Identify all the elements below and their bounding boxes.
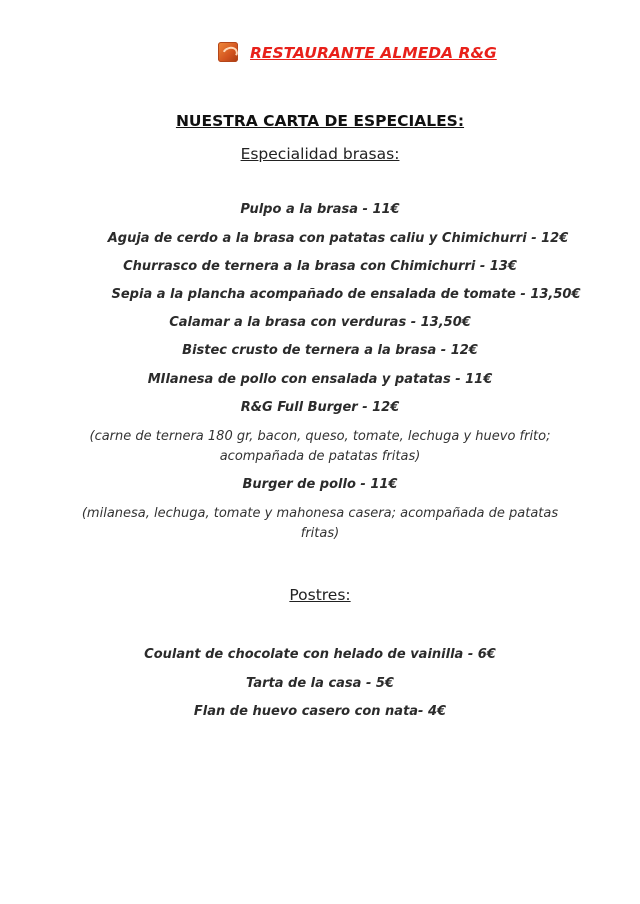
menu-item: Sepia a la plancha acompañado de ensalada de tomate - 13,50€: [111, 287, 581, 302]
restaurant-logo-icon: [218, 42, 238, 62]
item-description: (carne de ternera 180 gr, bacon, queso, tomate, lechuga y huevo frito;: [89, 429, 551, 444]
menu-item: Aguja de cerdo a la brasa con patatas caliu y Chimichurri - 12€: [107, 231, 569, 246]
menu-item: Coulant de chocolate con helado de vainilla - 6€: [144, 647, 496, 662]
restaurant-name: RESTAURANTE ALMEDA R&G: [250, 44, 497, 62]
menu-item: Burger de pollo - 11€: [242, 477, 398, 492]
menu-item: Churrasco de ternera a la brasa con Chimichurri - 13€: [123, 259, 517, 274]
menu-item: R&G Full Burger - 12€: [240, 400, 400, 415]
menu-title: NUESTRA CARTA DE ESPECIALES:: [175, 112, 465, 130]
menu-item: Calamar a la brasa con verduras - 13,50€: [169, 315, 471, 330]
menu-item: Flan de huevo casero con nata- 4€: [193, 704, 447, 719]
menu-item: Tarta de la casa - 5€: [246, 676, 394, 691]
item-description: acompañada de patatas fritas): [219, 449, 421, 464]
menu-item: MIlanesa de pollo con ensalada y patatas - 11€: [147, 372, 493, 387]
menu-item: Pulpo a la brasa - 11€: [240, 202, 400, 217]
section-heading-postres: Postres:: [289, 586, 351, 604]
section-heading-brasas: Especialidad brasas:: [240, 145, 400, 163]
item-description: (milanesa, lechuga, tomate y mahonesa casera; acompañada de patatas: [81, 506, 559, 521]
menu-item: Bistec crusto de ternera a la brasa - 12€: [182, 343, 478, 358]
header: [0, 40, 640, 66]
item-description: fritas): [300, 526, 340, 541]
